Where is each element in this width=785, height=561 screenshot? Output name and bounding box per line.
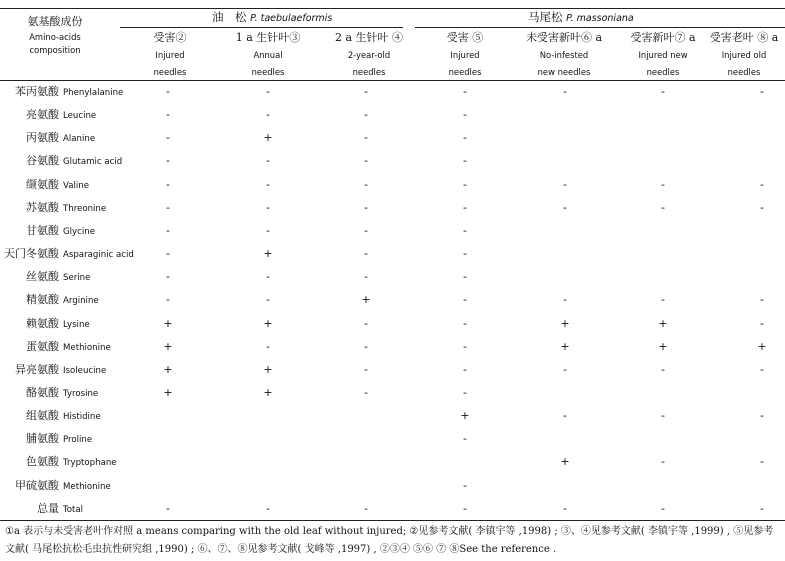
row-label: [26, 196, 106, 219]
row-label: [15, 358, 106, 381]
row-label-zh: 甘氨酸: [26, 223, 59, 237]
table-cell: [555, 265, 575, 288]
table-cell: -: [463, 478, 467, 492]
table-cell: -: [364, 177, 368, 191]
table-cell: -: [266, 108, 270, 122]
table-row: [0, 381, 785, 404]
table-cell: +: [163, 339, 173, 353]
table-cell: -: [463, 362, 467, 376]
table-cell: -: [563, 409, 567, 423]
col-header-3-en1: 2-year-old: [347, 50, 391, 60]
table-cell: -: [166, 223, 170, 237]
table-row: [0, 103, 785, 126]
col-header-composition-zh: 氨基酸成份: [27, 15, 83, 28]
table-cell: -: [463, 177, 467, 191]
table-cell: +: [163, 316, 173, 330]
table-cell: [258, 450, 278, 473]
table-cell: [653, 265, 673, 288]
row-label: [15, 80, 123, 103]
col-header-3-zh: 2 a 生针叶 ④: [334, 31, 404, 44]
table-cell: -: [266, 270, 270, 284]
table-cell: -: [463, 339, 467, 353]
table-cell: -: [760, 501, 764, 515]
table-cell: -: [563, 177, 567, 191]
table-cell: [653, 103, 673, 126]
table-cell: [752, 126, 772, 149]
table-cell: [455, 450, 475, 473]
table-row: [0, 404, 785, 427]
col-header-3-en2: needles: [352, 67, 386, 77]
table-cell: [752, 381, 772, 404]
col-header-6: [620, 30, 706, 81]
col-header-2-zh: 1 a 生针叶③: [235, 31, 301, 44]
col-header-4-en1: Injured: [450, 50, 480, 60]
group-ma-latin: P. massoniana: [566, 13, 634, 24]
table-cell: [258, 427, 278, 450]
col-header-7-zh: 受害老叶 ⑧ a: [709, 31, 779, 44]
row-label: [26, 427, 92, 450]
table-cell: -: [364, 316, 368, 330]
group-ma-zh: 马尾松: [528, 10, 563, 24]
col-header-1-en1: Injured: [155, 50, 185, 60]
table-cell: -: [166, 501, 170, 515]
table-row: [0, 265, 785, 288]
row-label-en: Phenylalanine: [63, 88, 124, 98]
table-cell: [555, 219, 575, 242]
row-label-en: Isoleucine: [63, 365, 107, 376]
group-you-zh: 油 松: [212, 10, 247, 24]
table-cell: -: [760, 455, 764, 469]
table-row: [0, 450, 785, 473]
table-cell: -: [364, 131, 368, 145]
col-header-4-en2: needles: [448, 67, 482, 77]
table-row: [0, 126, 785, 149]
table-cell: [752, 219, 772, 242]
table-cell: +: [658, 316, 668, 330]
row-label-zh: 异亮氨酸: [15, 362, 59, 376]
table-row: [0, 497, 785, 520]
table-cell: [356, 427, 376, 450]
table-cell: -: [463, 501, 467, 515]
col-header-6-en2: needles: [646, 67, 680, 77]
col-header-2-en2: needles: [251, 67, 285, 77]
footnote-line-1: ①a 表示与未受害老叶作对照 a means comparing with the old leaf without injured; ②见参考文献( 李镇宇等 ,1998) ; ③、④见参考文献( 李镇宇等 ,1999) , ⑤见参考: [5, 526, 774, 537]
table-cell: +: [263, 247, 273, 261]
table-cell: -: [463, 131, 467, 145]
group-header-you-song: [212, 9, 332, 25]
row-label-zh: 缬氨酸: [26, 177, 59, 191]
table-cell: -: [266, 85, 270, 98]
col-header-6-zh: 受害新叶⑦ a: [630, 31, 696, 44]
row-label-en: Tryptophane: [63, 458, 117, 469]
row-label: [15, 474, 111, 497]
table-cell: -: [563, 501, 567, 515]
row-label: [4, 242, 134, 265]
table-cell: -: [563, 85, 567, 98]
table-cell: [752, 265, 772, 288]
table-cell: +: [757, 339, 767, 353]
table-cell: +: [263, 362, 273, 376]
table-row: [0, 474, 785, 497]
table-cell: -: [661, 409, 665, 423]
row-label-zh: 精氨酸: [26, 293, 59, 307]
table-cell: [653, 149, 673, 172]
top-rule: [0, 8, 785, 9]
table-cell: [752, 149, 772, 172]
table-cell: -: [364, 108, 368, 122]
table-row: [0, 196, 785, 219]
table-cell: [356, 450, 376, 473]
table-cell: +: [560, 455, 570, 469]
table-cell: [555, 242, 575, 265]
row-label: [37, 497, 83, 520]
footnote-line-2: 文献( 马尾松抗松毛虫抗性研究组 ,1990) ; ⑥、⑦、⑧见参考文献( 戈峰等 ,1997) , ②③④ ⑤⑥ ⑦ ⑧See the reference .: [5, 544, 557, 555]
table-cell: -: [463, 247, 467, 261]
row-label: [26, 450, 117, 473]
table-cell: -: [364, 154, 368, 168]
col-header-composition: [5, 14, 105, 57]
table-cell: -: [463, 223, 467, 237]
table-cell: -: [166, 154, 170, 168]
table-cell: -: [463, 85, 467, 98]
col-header-5-en1: No-infested: [539, 50, 589, 60]
table-cell: -: [166, 85, 170, 98]
table-row: [0, 358, 785, 381]
table-cell: +: [560, 316, 570, 330]
table-cell: [752, 474, 772, 497]
table-cell: -: [760, 409, 764, 423]
table-cell: -: [364, 339, 368, 353]
table-cell: -: [661, 177, 665, 191]
col-header-composition-en1: Amino-acids: [29, 32, 81, 42]
table-cell: -: [364, 200, 368, 214]
table-cell: -: [760, 85, 764, 98]
table-cell: +: [163, 362, 173, 376]
table-cell: -: [166, 131, 170, 145]
table-cell: -: [364, 85, 368, 98]
row-label-zh: 亮氨酸: [26, 108, 59, 122]
table-cell: -: [661, 501, 665, 515]
table-cell: -: [463, 432, 467, 446]
table-cell: -: [266, 223, 270, 237]
table-row: [0, 80, 785, 103]
table-row: [0, 427, 785, 450]
table-cell: +: [658, 339, 668, 353]
table-cell: -: [266, 200, 270, 214]
row-label-zh: 丝氨酸: [26, 270, 59, 284]
row-label: [26, 173, 89, 196]
group-rule-ma: [415, 27, 785, 28]
row-label-en: Tyrosine: [63, 388, 99, 399]
table-cell: -: [760, 316, 764, 330]
col-header-1-en2: needles: [153, 67, 187, 77]
table-cell: -: [266, 339, 270, 353]
table-cell: [158, 404, 178, 427]
table-cell: -: [661, 85, 665, 98]
table-cell: -: [661, 200, 665, 214]
row-label: [26, 381, 98, 404]
table-cell: [653, 427, 673, 450]
row-label-en: Alanine: [63, 134, 96, 145]
table-cell: -: [661, 362, 665, 376]
table-cell: -: [760, 200, 764, 214]
table-cell: -: [563, 293, 567, 307]
table-cell: -: [463, 154, 467, 168]
col-header-2: [223, 30, 313, 81]
table-cell: [356, 474, 376, 497]
table-cell: [653, 474, 673, 497]
table-cell: -: [661, 293, 665, 307]
table-cell: -: [563, 362, 567, 376]
table-cell: -: [266, 293, 270, 307]
table-cell: -: [166, 293, 170, 307]
table-cell: -: [364, 223, 368, 237]
group-header-ma-wei-song: [528, 9, 634, 25]
col-header-2-en1: Annual: [253, 50, 283, 60]
table-cell: -: [166, 177, 170, 191]
col-header-5-en2: new needles: [537, 67, 591, 77]
row-label-zh: 组氨酸: [26, 409, 59, 423]
table-row: [0, 335, 785, 358]
table-cell: [258, 474, 278, 497]
col-header-4: [425, 30, 505, 81]
table-row: [0, 312, 785, 335]
row-label-en: Methionine: [63, 342, 111, 353]
col-header-6-en1: Injured new: [638, 50, 688, 60]
row-label-zh: 苯丙氨酸: [15, 85, 59, 98]
table-row: [0, 173, 785, 196]
row-label-zh: 色氨酸: [26, 455, 59, 469]
col-header-1: [130, 30, 210, 81]
table-cell: -: [364, 270, 368, 284]
table-cell: -: [760, 177, 764, 191]
table-cell: -: [166, 108, 170, 122]
table-cell: [653, 219, 673, 242]
table-cell: -: [760, 362, 764, 376]
row-label-zh: 天门冬氨酸: [4, 247, 59, 261]
table-cell: [258, 404, 278, 427]
table-cell: [752, 427, 772, 450]
table-cell: +: [263, 131, 273, 145]
row-label-zh: 脯氨酸: [26, 432, 59, 446]
table-cell: [158, 474, 178, 497]
row-label-en: Lysine: [63, 319, 90, 330]
col-header-7-en2: needles: [727, 67, 761, 77]
table-cell: [653, 126, 673, 149]
table-cell: -: [266, 501, 270, 515]
table-cell: +: [263, 385, 273, 399]
table-cell: [555, 149, 575, 172]
table-cell: +: [163, 385, 173, 399]
table-cell: -: [463, 108, 467, 122]
table-cell: -: [661, 455, 665, 469]
table-cell: [752, 242, 772, 265]
row-label-en: Valine: [63, 180, 89, 191]
row-label-en: Total: [63, 504, 84, 515]
table-cell: [752, 103, 772, 126]
table-row: [0, 149, 785, 172]
table-cell: -: [563, 200, 567, 214]
col-header-5: [514, 30, 614, 81]
row-label-en: Methionine: [63, 481, 111, 492]
row-label-en: Arginine: [63, 296, 99, 307]
col-header-3: [321, 30, 417, 81]
table-cell: -: [364, 501, 368, 515]
row-label: [26, 103, 96, 126]
col-header-7: [704, 30, 784, 81]
row-label-zh: 蛋氨酸: [26, 339, 59, 353]
row-label: [26, 288, 99, 311]
row-label: [26, 265, 90, 288]
row-label-en: Proline: [63, 435, 93, 446]
table-cell: -: [463, 316, 467, 330]
row-label-zh: 丙氨酸: [26, 131, 59, 145]
table-cell: -: [166, 270, 170, 284]
row-label-en: Glycine: [63, 226, 95, 237]
table-cell: [555, 427, 575, 450]
table-bottom-rule: [0, 520, 785, 521]
table-cell: -: [463, 385, 467, 399]
row-label-zh: 苏氨酸: [26, 200, 59, 214]
row-label-en: Threonine: [63, 203, 107, 214]
row-label-zh: 酪氨酸: [26, 385, 59, 399]
col-header-7-en1: Injured old: [721, 50, 767, 60]
table-row: [0, 219, 785, 242]
table-cell: [158, 427, 178, 450]
row-label-zh: 甲硫氨酸: [15, 478, 59, 492]
row-label: [26, 219, 95, 242]
row-label-en: Histidine: [63, 412, 101, 423]
col-header-5-zh: 未受害新叶⑥ a: [525, 31, 603, 44]
row-label-zh: 总量: [37, 501, 59, 515]
row-label-en: Serine: [63, 273, 91, 284]
table-cell: -: [463, 270, 467, 284]
table-cell: [653, 381, 673, 404]
row-label: [26, 126, 95, 149]
table-cell: -: [364, 362, 368, 376]
row-label: [26, 149, 122, 172]
row-label: [26, 404, 101, 427]
table-cell: -: [760, 293, 764, 307]
table-cell: +: [460, 409, 470, 423]
table-cell: -: [463, 293, 467, 307]
row-label: [26, 312, 90, 335]
row-label-zh: 赖氨酸: [26, 316, 59, 330]
row-label: [26, 335, 111, 358]
table-cell: -: [364, 247, 368, 261]
table-cell: [555, 474, 575, 497]
col-header-4-zh: 受害 ⑤: [446, 31, 484, 44]
row-label-zh: 谷氨酸: [26, 154, 59, 168]
table-row: [0, 242, 785, 265]
group-you-latin: P. taebulaeformis: [250, 13, 333, 24]
table-cell: [555, 103, 575, 126]
table-cell: +: [263, 316, 273, 330]
table-cell: [653, 242, 673, 265]
table-cell: [356, 404, 376, 427]
group-rule-you: [120, 27, 403, 28]
col-header-1-zh: 受害②: [153, 31, 187, 44]
table-cell: [555, 126, 575, 149]
row-label-en: Glutamic acid: [63, 157, 123, 168]
table-cell: [555, 381, 575, 404]
table-cell: [158, 450, 178, 473]
table-cell: -: [266, 154, 270, 168]
table-cell: -: [463, 200, 467, 214]
col-header-composition-en2: composition: [29, 45, 81, 55]
row-label-en: Asparaginic acid: [63, 250, 134, 261]
table-cell: -: [266, 177, 270, 191]
table-row: [0, 288, 785, 311]
table-cell: -: [166, 200, 170, 214]
table-cell: -: [364, 385, 368, 399]
table-cell: +: [361, 293, 371, 307]
table-cell: -: [166, 247, 170, 261]
row-label-en: Leucine: [63, 111, 97, 122]
table-cell: +: [560, 339, 570, 353]
